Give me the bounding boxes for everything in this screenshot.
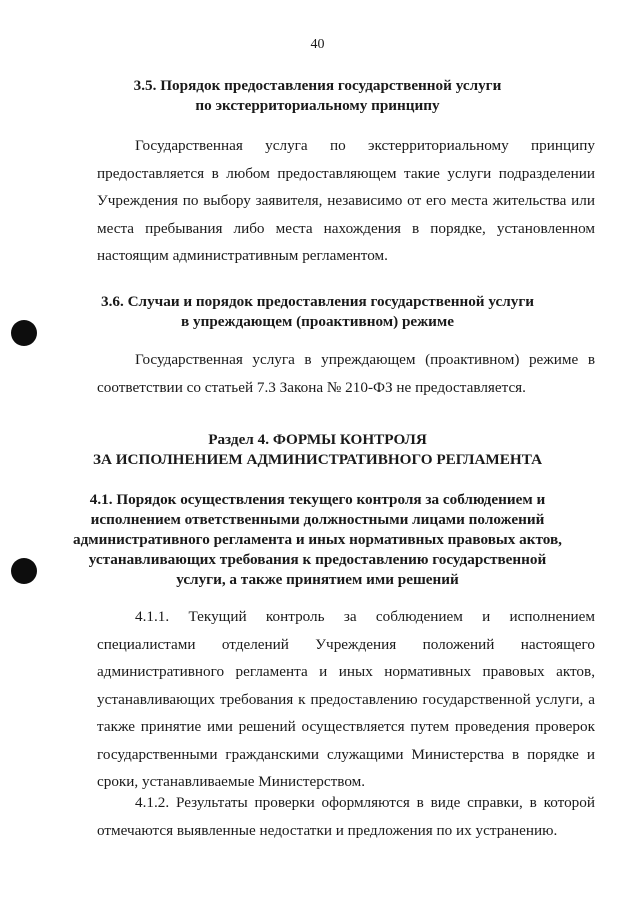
paragraph-line: настоящим административным регламентом. (97, 247, 388, 264)
punch-hole-bottom (11, 558, 37, 584)
section-4-1-heading-line: административного регламента и иных нормативных правовых актов, (73, 531, 562, 548)
paragraph-line: отмечаются выявленные недостатки и предложения по их устранению. (97, 821, 558, 839)
paragraph-line: 4.1.1. Текущий контроль за соблюдением и исполнением (135, 608, 595, 625)
paragraph-4-1-1 (97, 603, 595, 796)
page-number: 40 (310, 37, 325, 52)
paragraph-line: также принятие ими решений осуществляется путем проведения проверок (97, 718, 595, 735)
section-4-1-heading-line: услуги, а также принятием ими решений (176, 571, 459, 588)
section-4-heading-line1: Раздел 4. ФОРМЫ КОНТРОЛЯ (208, 431, 427, 448)
paragraph-line: 4.1.2. Результаты проверки оформляются в виде справки, в которой (135, 794, 595, 811)
paragraph-line: сроки, устанавливаемые Министерством. (97, 773, 366, 790)
paragraph-line: Государственная услуга по экстерриториальному принципу (135, 137, 595, 154)
paragraph-line: предоставляется в любом предоставляющем такие услуги подразделении (97, 164, 595, 182)
section-3-6-paragraph (97, 346, 595, 401)
paragraph-4-1-2 (97, 789, 595, 844)
section-4-1-heading-line: 4.1. Порядок осуществления текущего контроля за соблюдением и (89, 491, 546, 508)
paragraph-line: соответствии со статьей 7.3 Закона № 210-ФЗ не предоставляется. (97, 378, 526, 396)
section-3-5-heading-line2: по экстерриториальному принципу (195, 97, 440, 114)
paragraph-line: устанавливающих требования к предоставлению государственной услуги, а (97, 690, 595, 708)
paragraph-line: специалистами отделений Учреждения положений настоящего (97, 635, 595, 653)
section-4-1-heading-line: устанавливающих требования к предоставлению государственной (88, 551, 547, 568)
section-3-5-paragraph (97, 132, 595, 270)
paragraph-line: Государственная услуга в упреждающем (проактивном) режиме в (135, 351, 595, 368)
section-4-heading-line2: ЗА ИСПОЛНЕНИЕМ АДМИНИСТРАТИВНОГО РЕГЛАМЕНТА (92, 451, 543, 468)
section-4-1-heading-line: исполнением ответственными должностными лицами положений (90, 511, 545, 528)
section-3-6-heading-line2: в упреждающем (проактивном) режиме (180, 313, 455, 330)
punch-hole-top (11, 320, 37, 346)
paragraph-line: административного регламента и иных нормативных правовых актов, (97, 663, 595, 680)
section-3-5-heading-line1: 3.5. Порядок предоставления государственной услуги (133, 77, 502, 94)
paragraph-line: места пребывания либо места нахождения в порядке, установленном (97, 219, 595, 237)
section-3-6-heading-line1: 3.6. Случаи и порядок предоставления государственной услуги (101, 293, 534, 310)
paragraph-line: государственными гражданскими служащими Министерства в порядке и (97, 745, 595, 763)
paragraph-line: Учреждения по выбору заявителя, независимо от его места жительства или (97, 192, 595, 209)
